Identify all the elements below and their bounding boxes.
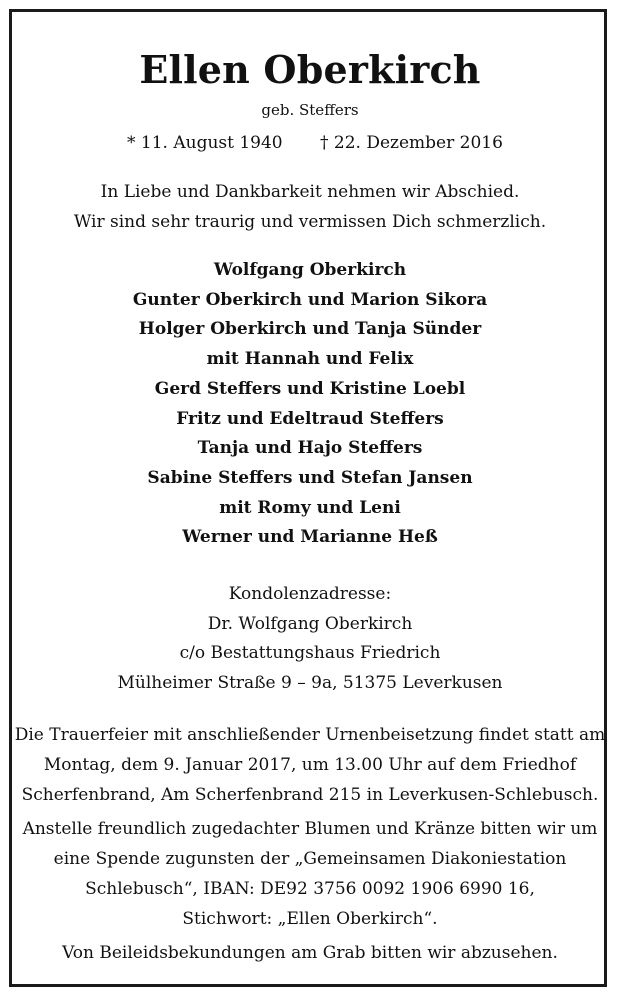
farewell-line: Wir sind sehr traurig und vermissen Dich schmerzlich. xyxy=(73,212,547,232)
donation-line: Schlebusch“, IBAN: DE92 3756 0092 1906 6990 16, xyxy=(85,879,535,899)
mourner-line: Werner und Marianne Heß xyxy=(182,527,438,548)
death-date: † 22. Dezember 2016 xyxy=(320,133,503,153)
mourners-list xyxy=(0,256,620,553)
closing-note: Von Beileidsbekundungen am Grab bitten wir abzusehen. xyxy=(62,943,558,963)
farewell-line: In Liebe und Dankbarkeit nehmen wir Abschied. xyxy=(100,182,520,202)
donation-line: Stichwort: „Ellen Oberkirch“. xyxy=(182,909,438,929)
mourner-line: Tanja und Hajo Steffers xyxy=(197,438,423,459)
mourner-line: Gerd Steffers und Kristine Loebl xyxy=(154,378,466,399)
funeral-line: Die Trauerfeier mit anschließender Urnenbeisetzung findet statt am xyxy=(14,725,606,745)
mourner-line: mit Romy und Leni xyxy=(219,497,401,518)
mourner-line: Holger Oberkirch und Tanja Sünder xyxy=(138,319,482,340)
farewell-text xyxy=(0,177,620,237)
address-line: Dr. Wolfgang Oberkirch xyxy=(207,613,413,634)
address-line: Mülheimer Straße 9 – 9a, 51375 Leverkusen xyxy=(117,672,503,693)
deceased-name: Ellen Oberkirch xyxy=(139,47,481,92)
funeral-line: Scherfenbrand, Am Scherfenbrand 215 in Leverkusen-Schlebusch. xyxy=(21,785,599,805)
mourner-line: Sabine Steffers und Stefan Jansen xyxy=(147,467,473,488)
address-line: c/o Bestattungshaus Friedrich xyxy=(179,643,441,663)
funeral-info xyxy=(0,720,620,810)
donation-line: Anstelle freundlich zugedachter Blumen und Kränze bitten wir um xyxy=(22,819,598,839)
birth-name: geb. Steffers xyxy=(261,101,359,119)
condolence-address xyxy=(0,580,620,698)
mourner-line: mit Hannah und Felix xyxy=(206,349,414,370)
donation-line: eine Spende zugunsten der „Gemeinsamen Diakoniestation xyxy=(53,849,567,869)
address-label: Kondolenzadresse: xyxy=(228,584,392,604)
birth-date: * 11. August 1940 xyxy=(127,133,283,153)
funeral-line: Montag, dem 9. Januar 2017, um 13.00 Uhr auf dem Friedhof xyxy=(43,755,577,775)
mourner-line: Gunter Oberkirch und Marion Sikora xyxy=(132,289,488,310)
donation-info xyxy=(0,814,620,934)
mourner-line: Wolfgang Oberkirch xyxy=(213,260,407,280)
mourner-line: Fritz und Edeltraud Steffers xyxy=(176,408,444,429)
